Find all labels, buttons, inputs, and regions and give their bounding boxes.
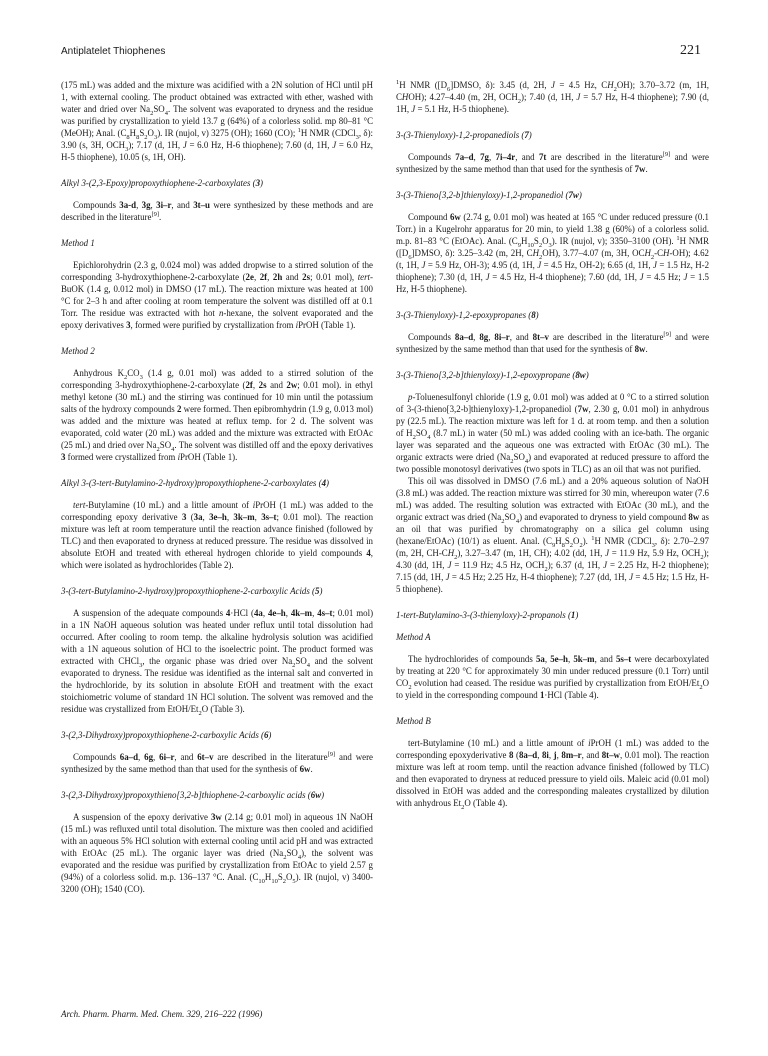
section-heading: Method 1 <box>61 238 95 248</box>
paragraph: A suspension of the adequate compounds 4·HCl (4a, 4e–h, 4k–m, 4s–t; 0.01 mol) in a 1N NaOH aqueous solution was heated under reflux until total dissolution had occurred. After cooling to room temp. the alkaline hydrolysis solution was acidified with a 1N aqueous solution of HCl to the isoelectric point. The product formed was extracted with CHCl$_3$, the organic phase was dried over $Na_2SO_4$ and the solvent evaporated to dryness. The residue was identified as the internal salt and converted in the hydrochloride, by its solution in absolute EtOH and treatment with the exact stoichiometric volume of standard 1N HCl solution. The solvent was removed and the residue was crystallized from EtOH/$Et_2O$ (Table 3). <box>61 608 374 717</box>
paragraph: tert-Butylamine (10 mL) and a little amount of iPrOH (1 mL) was added to the corresponding epoxyderivative 8 (8a–d, 8i, j, 8m–r, and 8t–w, 0.01 mol). The reaction mixture was left at room temp. until the reaction advance finished (followed by TLC) and then evaporated to dryness at reduced pressure to yield oils. Maleic acid (0.01 mol) dissolved in EtOH was added and the corresponding maleates crystallized by dilution with anhydrous $Et_2O$ (Table 4). <box>396 738 710 811</box>
paragraph: Compounds 7a–d, 7g, 7i–4r, and 7t are described in the literature[9] and were synthesized by the same method than that used for the synthesis of 7w. <box>396 151 709 174</box>
section-heading: 3-(2,3-Dihydroxy)propoxythiophene-2-carboxylic Acids (6) <box>61 730 272 740</box>
journal-citation: Arch. Pharm. Pharm. Med. Chem. 329, 216–222 (1996) <box>61 1009 263 1019</box>
right-column <box>396 79 709 823</box>
running-title: Antiplatelet Thiophenes <box>61 46 166 57</box>
paragraph: Compounds 3a-d, 3g, 3i–r, and 3t–u were synthesized by these methods and are described in the literature[9]. <box>61 200 374 222</box>
section-heading: 3-(3-Thienyloxy)-1,2-epoxypropanes (8) <box>396 310 539 320</box>
section-heading: Alkyl 3-(3-tert-Butylamino-2-hydroxy)propoxythiophene-2-carboxylates (4) <box>61 478 329 488</box>
section-heading: Method B <box>396 716 431 726</box>
paragraph: Compound 6w (2.74 g, 0.01 mol) was heated at 165 °C under reduced pressure (0.1 Torr.) in a Kugelrohr apparatus for 20 min, to yield 1.38 g (60%) of a colorless solid. m.p. 81–83 °C (EtOAc). Anal. $(C_9H_{10}S_2O_3)$. IR (nujol, v); 3350–3100 (OH). $^1$H NMR ($[D_6]DMSO$, δ): 3.25–3.42 (m, 2H, $CH_2OH$), 3.77–4.07 (m, 3H, $OCH_2-CH-OH$); 4.62 (t, 1H, J = 5.9 Hz, OH-3); 4.95 (d, 1H, J = 4.5 Hz, OH-2); 6.65 (d, 1H, J = 1.5 Hz, H-2 thiophene); 7.30 (d, 1H, J = 4.5 Hz, H-4 thiophene); 7.60 (dd, 1H, J = 4.5 Hz; J = 1.5 Hz, H-5 thiophene). <box>396 212 710 294</box>
section-heading: 3-(3-Thienyloxy)-1,2-propanediols (7) <box>396 130 532 140</box>
paragraph: A suspension of the epoxy derivative 3w (2.14 g; 0.01 mol) in aqueous 1N NaOH (15 mL) was refluxed until total disolution. The mixture was then cooled and acidified with an aqueous 5% HCl solution with external cooling until acid pH and was extracted with EtOAc (25 mL). The organic layer was dried $(Na_2SO_4)$, the solvent was evaporated and the residue was purified by crystallization from EtOAc to yield 2.57 g (94%) of a colorless solid. m.p. 136–137 °C. Anal. $(C_{10}H_{10}S_2O_5)$. IR (nujol, v) 3400-3200 (OH); 1540 (CO). <box>61 812 374 894</box>
paragraph: $^1$H NMR ($[D_6]DMSO$, δ): 3.45 (d, 2H, J = 4.5 Hz, $CH_2OH$); 3.70–3.72 (m, 1H, CHOH); 4.27–4.40 (m, 2H, $OCH_2$); 7.40 (d, 1H, J = 5.7 Hz, H-4 thiophene); 7.90 (d, 1H, J = 5.1 Hz, H-5 thiophene). <box>396 79 709 114</box>
section-heading: 3-(3-Thieno[3,2-b]thienyloxy)-1,2-epoxypropane (8w) <box>396 370 589 380</box>
section-heading: 3-(2,3-Dihydroxy)propoxythieno[3,2-b]thiophene-2-carboxylic acids (6w) <box>61 790 325 800</box>
left-column <box>61 79 373 909</box>
page-number: 221 <box>680 43 701 58</box>
section-heading: 3-(3-tert-Butylamino-2-hydroxy)propoxythiophene-2-carboxylic Acids (5) <box>61 586 323 596</box>
paragraph: tert-Butylamine (10 mL) and a little amount of iPrOH (1 mL) was added to the corresponding epoxy derivative 3 (3a, 3e–h, 3k–m, 3s–t; 0.01 mol). The reaction mixture was left at room temperature until the reaction advance finished (followed by TLC) and then evaporated to dryness at reduced pressure. The residue was dissolved in absolute EtOH and treated with ethereal hydrogen chloride to yield compounds 4, which were isolated as hydrochlorides (Table 2). <box>61 500 374 570</box>
section-heading: 1-tert-Butylamino-3-(3-thienyloxy)-2-propanols (1) <box>396 610 579 620</box>
paragraph: Epichlorohydrin (2.3 g, 0.024 mol) was added dropwise to a stirred solution of the corresponding 3-hydroxythiophene-2-carboxylate (2e, 2f, 2h and 2s; 0.01 mol), tert-BuOK (1.4 g, 0.012 mol) in DMSO (17 mL). The reaction mixture was heated at 100 °C for 2–3 h and after cooling at room temperature the solvent was distilled off at 0.1 Torr. The residue was extracted with hot n-hexane, the solvent evaporated and the epoxy derivatives 3, formed were purified by crystallization from iPrOH (Table 1). <box>61 260 373 330</box>
paragraph: Compounds 8a–d, 8g, 8i–r, and 8t–v are described in the literature[9] and were synthesized by the same method than that used for the synthesis of 8w. <box>396 331 710 354</box>
paragraph: This oil was dissolved in DMSO (7.6 mL) and a 20% aqueous solution of NaOH (3.8 mL) was added. The reaction mixture was stirred for 30 min, whereupon water (7.6 mL) was added. The resulting solution was extracted with EtOAc (30 mL), and the organic extract was dried $(Na_2SO_4)$ and evaporated to dryness to yield compound 8w as an oil that was purified by chromatography on a silica gel column using (hexane/EtOAc) (10/1) as eluent. Anal. $(C_9H_8S_2O_2)$. $^1$H NMR (CDCl$_3$, δ): 2.70–2.97 (m, 2H, $CH-CH_2$), 3.27–3.47 (m, 1H, CH); 4.02 (dd, 1H, J = 11.9 Hz, 5.9 Hz, $OCH_2$); 4.30 (dd, 1H, J = 11.9 Hz; 4.5 Hz, $OCH_2$); 6.37 (d, 1H, J = 2.25 Hz, H-2 thiophene); 7.15 (dd, 1H, J = 4.5 Hz; 2.25 Hz, H-4 thiophene); 7.27 (dd, 1H, J = 4.5 Hz; 1.5 Hz, H-5 thiophene). <box>396 476 710 594</box>
paragraph: p-Toluenesulfonyl chloride (1.9 g, 0.01 mol) was added at 0 °C to a stirred solution of 3-(3-thieno[3,2-b]thienyloxy)-1,2-propanediol (7w, 2.30 g, 0.01 mol) in anhydrous py (22.5 mL). The reaction mixture was left for 1 d. at room temp. and then a solution of $H_2SO_4$ (8.7 mL) in water (50 mL) was added cooling with an ice-bath. The organic layer was separated and the aqueous one was extracted with EtOAc (30 mL). The organic extracts were dried $(Na_2SO_4)$ and evaporated at reduced pressure to afford the two possible monotosyl derivatives (two spots in TLC) as an oil that was not purified. <box>396 392 710 474</box>
paragraph: Anhydrous $K_2CO_3$ (1.4 g, 0.01 mol) was added to a stirred solution of the corresponding 3-hydroxythiophene-2-carboxylate (2f, 2s and 2w; 0.01 mol). in ethyl methyl ketone (30 mL) and the stirring was continued for 10 min until the potassium salts of the hydroxy compounds 2 were formed. Then epibromhydrin (1.9 g, 0.013 mol) was added and the mixture was heated at reflux temp. for 2 d. The solvent was evaporated, cold water (20 mL) was added and the mixture was extracted with EtOAc (25 mL) and dried over $Na_2SO_4$. The solvent was distilled off and the epoxy derivatives 3 formed were crystallized from iPrOH (Table 1). <box>61 368 374 462</box>
section-heading: Alkyl 3-(2,3-Epoxy)propoxythiophene-2-carboxylates (3) <box>61 178 264 188</box>
section-heading: Method A <box>396 632 431 642</box>
paragraph: The hydrochlorides of compounds 5a, 5e–h, 5k–m, and 5s–t were decarboxylated by treating at 220 °C for approximately 30 min under reduced pressure (0.1 Torr) until $CO_2$ evolution had ceased. The residue was purified by crystallization from EtOH/$Et_2O$ to yield in the corresponding compound 1·HCl (Table 4). <box>396 654 709 700</box>
paragraph: (175 mL) was added and the mixture was acidified with a 2N solution of HCl until pH 1, with external cooling. The product obtained was extracted with ether, washed with water and dried over $Na_2SO_4$. The solvent was evaporated to dryness and the residue was purified by crystallization to yield 13.7 g (64%) of a colorless solid. mp 80–81 °C (MeOH); Anal. $(C_8H_8S_2O_3)$. IR (nujol, v) 3275 (OH); 1660 (CO); $^1$H NMR (CDCl$_3$, δ): 3.90 (s, 3H, $OCH_3$); 7.17 (d, 1H, J = 6.0 Hz, H-6 thiophene); 7.60 (d, 1H, J = 6.0 Hz, H-5 thiophene), 10.05 (s, 1H, OH). <box>61 80 373 162</box>
paragraph: Compounds 6a–d, 6g, 6i–r, and 6t–v are described in the literature[9] and were synthesized by the same method than that used for the synthesis of 6w. <box>61 751 373 774</box>
section-heading: 3-(3-Thieno[3,2-b]thienyloxy)-1,2-propanediol (7w) <box>396 190 582 200</box>
section-heading: Method 2 <box>61 346 95 356</box>
